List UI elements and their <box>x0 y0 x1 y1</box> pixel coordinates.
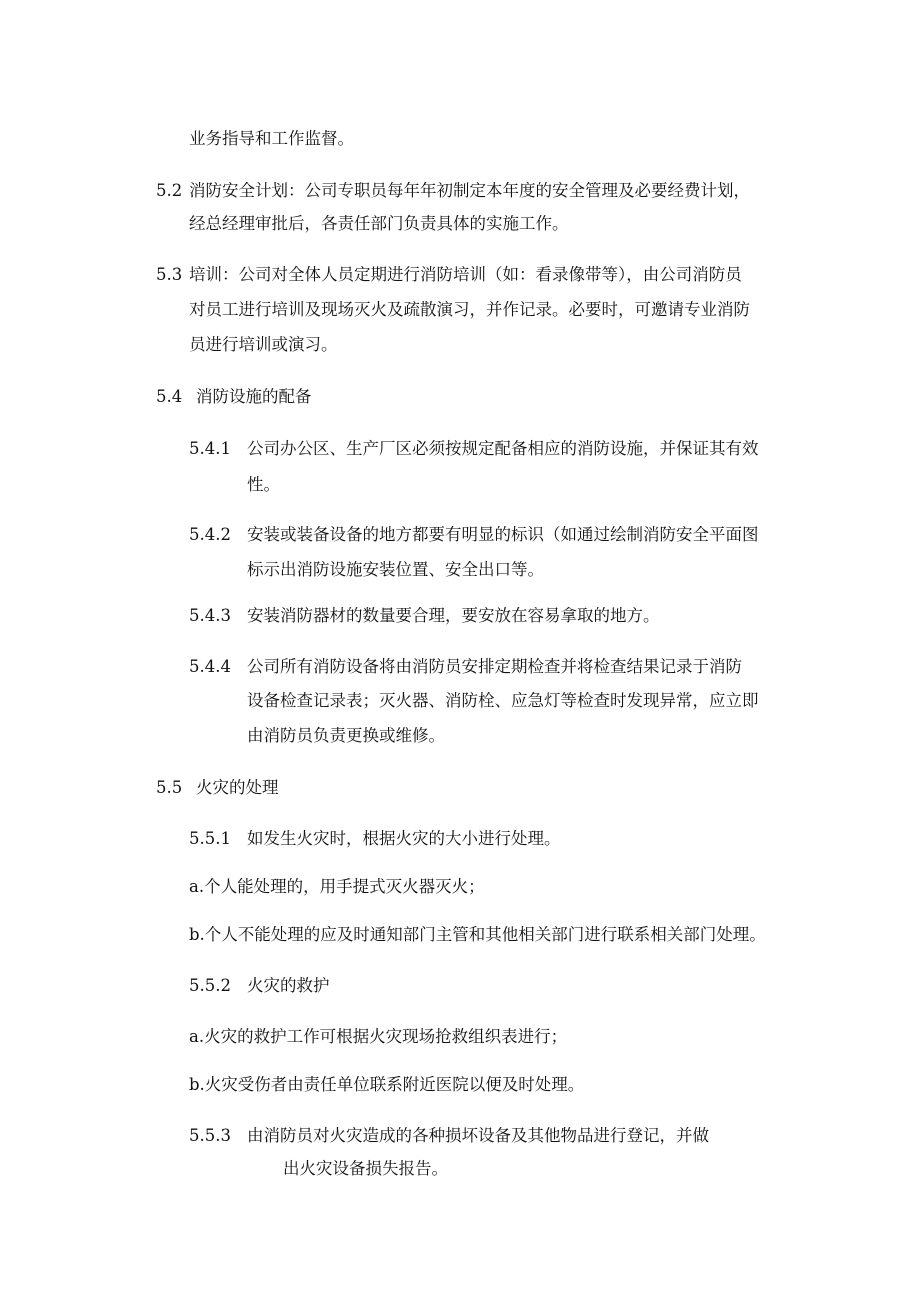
item-number-5-5-1: 5.5.1 <box>189 829 231 848</box>
section-number-5-4: 5.4 <box>156 387 183 406</box>
section-number-5-3: 5.3 <box>156 265 183 284</box>
item-5-4-4-line-1: 公司所有消防设备将由消防员安排定期检查并将检查结果记录于消防 <box>247 657 742 676</box>
section-5-3-line-2: 对员工进行培训及现场灭火及疏散演习，并作记录。必要时，可邀请专业消防 <box>189 300 750 319</box>
section-5-3-line-1: 培训：公司对全体人员定期进行消防培训（如：看录像带等），由公司消防员 <box>189 265 742 284</box>
item-number-5-4-1: 5.4.1 <box>189 439 231 458</box>
item-number-5-4-2: 5.4.2 <box>189 525 231 544</box>
item-5-4-1-line-2: 性。 <box>247 475 280 494</box>
item-5-4-3-line-1: 安装消防器材的数量要合理，要安放在容易拿取的地方。 <box>247 606 660 625</box>
section-5-5-title: 火灾的处理 <box>196 778 279 797</box>
item-5-5-1-option-b: b.个人不能处理的应及时通知部门主管和其他相关部门进行联系相关部门处理。 <box>189 925 766 944</box>
item-5-5-1-text: 如发生火灾时，根据火灾的大小进行处理。 <box>247 829 561 848</box>
item-5-4-1-line-1: 公司办公区、生产厂区必须按规定配备相应的消防设施，并保证其有效 <box>247 439 759 458</box>
section-5-4-title: 消防设施的配备 <box>196 387 312 406</box>
item-5-4-2-line-1: 安装或装备设备的地方都要有明显的标识（如通过绘制消防安全平面图 <box>247 525 759 544</box>
section-number-5-5: 5.5 <box>156 778 183 797</box>
item-number-5-4-4: 5.4.4 <box>189 657 231 676</box>
section-number-5-2: 5.2 <box>156 181 183 200</box>
item-5-4-2-line-2: 标示出消防设施安装位置、安全出口等。 <box>247 560 544 579</box>
section-5-2-line-1: 消防安全计划：公司专职员每年年初制定本年度的安全管理及必要经费计划， <box>189 181 750 200</box>
item-5-5-3-line-2: 出火灾设备损失报告。 <box>283 1159 448 1178</box>
paragraph-continuation: 业务指导和工作监督。 <box>189 129 354 148</box>
item-5-4-4-line-3: 由消防员负责更换或维修。 <box>247 726 445 745</box>
section-5-2-line-2: 经总经理审批后，各责任部门负责具体的实施工作。 <box>189 214 569 233</box>
item-5-5-1-option-a: a.个人能处理的，用手提式灭火器灭火； <box>189 877 485 896</box>
item-5-4-4-line-2: 设备检查记录表；灭火器、消防栓、应急灯等检查时发现异常，应立即 <box>247 691 759 710</box>
item-5-5-2-text: 火灾的救护 <box>247 976 330 995</box>
item-number-5-5-3: 5.5.3 <box>189 1126 231 1145</box>
item-number-5-5-2: 5.5.2 <box>189 976 231 995</box>
item-5-5-3-line-1: 由消防员对火灾造成的各种损坏设备及其他物品进行登记，并做 <box>247 1126 709 1145</box>
item-number-5-4-3: 5.4.3 <box>189 606 231 625</box>
item-5-5-2-option-a: a.火灾的救护工作可根据火灾现场抢救组织表进行； <box>189 1027 568 1046</box>
item-5-5-2-option-b: b.火灾受伤者由责任单位联系附近医院以便及时处理。 <box>189 1075 585 1094</box>
section-5-3-line-3: 员进行培训或演习。 <box>189 335 338 354</box>
